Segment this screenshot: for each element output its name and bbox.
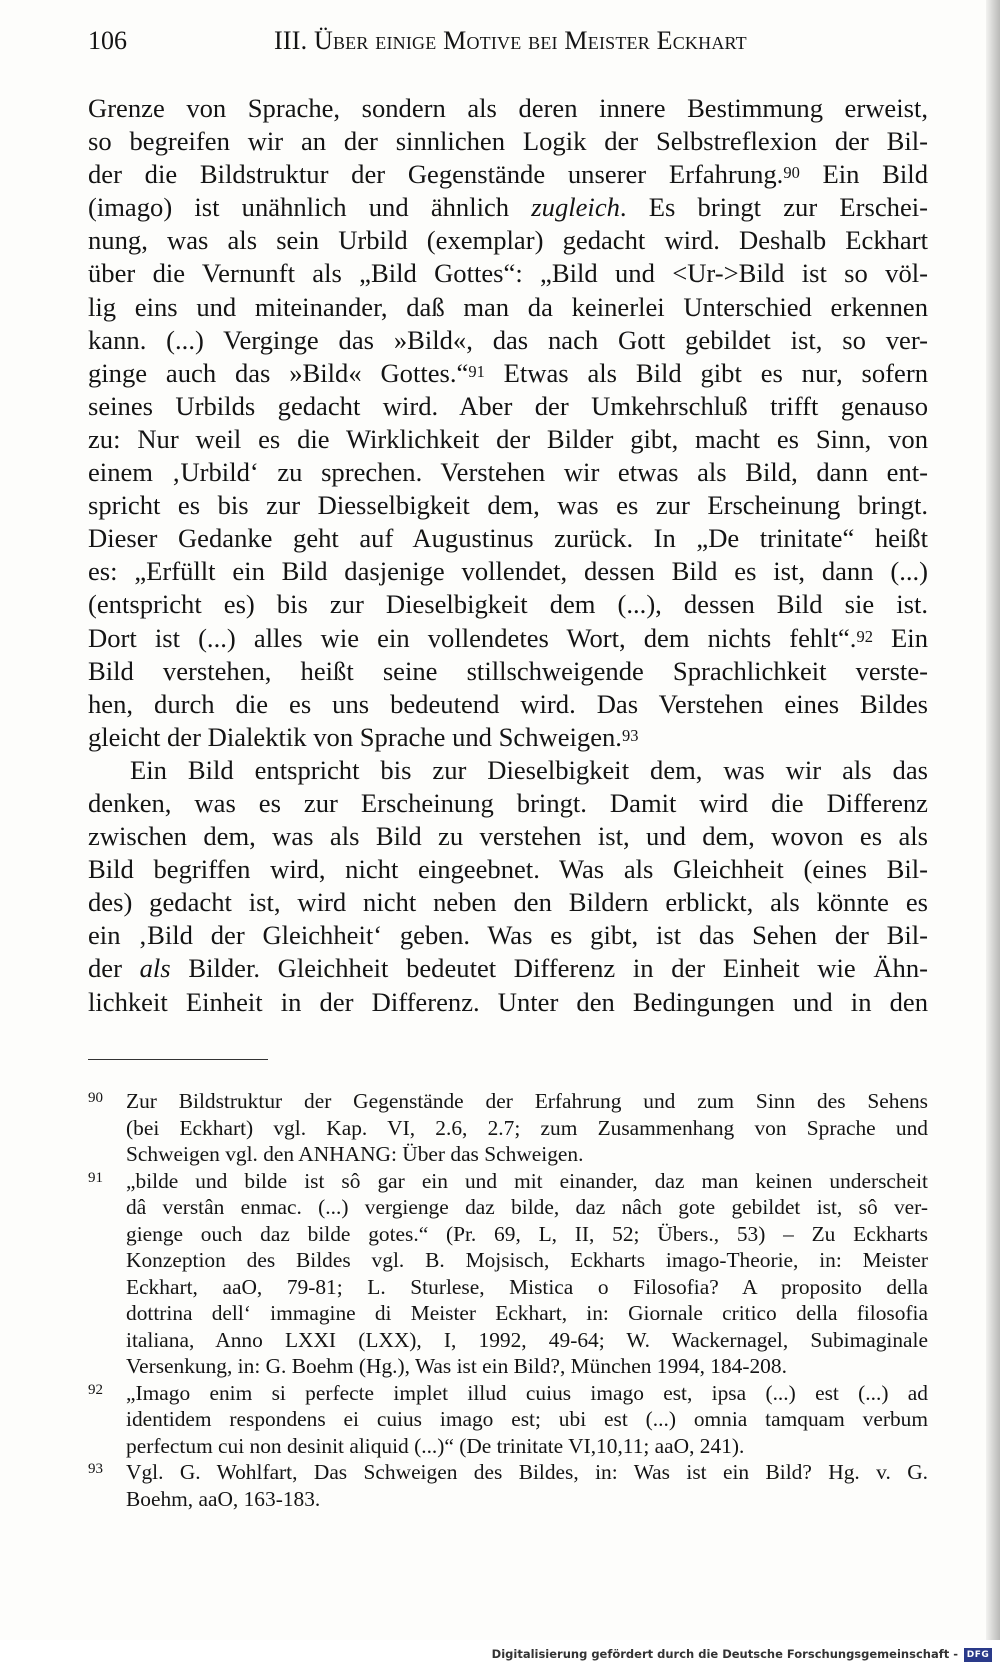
text-line xyxy=(88,655,928,688)
text-line xyxy=(88,324,928,357)
text-line xyxy=(88,489,928,522)
text-line xyxy=(88,456,928,489)
text-segment: ein ‚Bild der Gleichheit‘ geben. Was es gibt, ist das Sehen der Bil- xyxy=(88,920,928,951)
text-line xyxy=(88,257,928,290)
text-segment: Dort ist (...) alles wie ein vollendetes Wort, dem nichts fehlt“. xyxy=(88,622,857,653)
text-segment: des) gedacht ist, wird nicht neben den Bildern erblickt, als könnte es xyxy=(88,887,928,918)
text-segment: ginge auch das »Bild« Gottes.“ xyxy=(88,357,469,388)
footnote xyxy=(88,1459,928,1512)
footnote-number: 93 xyxy=(88,1461,103,1477)
footnote-number: 91 xyxy=(88,1169,103,1186)
footnote-line: Zur Bildstruktur der Gegenstände der Erfahrung und zum Sinn des Sehens xyxy=(126,1089,928,1113)
text-line xyxy=(88,125,928,158)
text-segment: (imago) ist unähnlich und ähnlich xyxy=(88,192,532,223)
footnote xyxy=(88,1168,928,1380)
footnote-line: gienge ouch daz bilde gotes.“ (Pr. 69, L, II, 52; Übers., 53) – Zu Eckharts xyxy=(126,1221,928,1246)
text-segment: Grenze von Sprache, sondern als deren innere Bestimmung erweist, xyxy=(88,93,928,123)
text-line xyxy=(88,588,928,621)
main-text xyxy=(88,92,928,1019)
footnote-line: Versenkung, in: G. Boehm (Hg.), Was ist ein Bild?, München 1994, 184-208. xyxy=(126,1354,787,1378)
footnote-ref: 91 xyxy=(468,361,485,381)
footnote-line: Schweigen vgl. den ANHANG: Über das Schweigen. xyxy=(126,1142,584,1166)
text-line xyxy=(88,522,928,555)
text-segment: Bild begriffen wird, nicht eingeebnet. Was als Gleichheit (eines Bil- xyxy=(88,854,928,885)
text-line xyxy=(88,390,928,423)
text-segment: kann. (...) Verginge das »Bild«, das nach Gott gebildet ist, so ver- xyxy=(88,324,928,355)
text-line xyxy=(88,986,928,1019)
footnote xyxy=(88,1088,928,1168)
text-segment: Dieser Gedanke geht auf Augustinus zurück. In „De trinitate“ heißt xyxy=(88,523,928,554)
footer-bar xyxy=(0,1640,1000,1670)
text-segment: Ein Bild xyxy=(799,159,928,190)
emphasis: als xyxy=(139,953,171,984)
footnote-line: italiana, Anno LXXI (LXX), I, 1992, 49-64; W. Wackernagel, Subimaginale xyxy=(126,1327,928,1352)
text-segment: Bilder. Gleichheit bedeutet Differenz in der Einheit wie Ähn- xyxy=(170,953,928,984)
text-segment: es: „Erfüllt ein Bild dasjenige vollendet, dessen Bild es ist, dann (...) xyxy=(88,556,928,587)
text-segment: hen, durch die es uns bedeutend wird. Das Verstehen eines Bildes xyxy=(88,688,928,719)
text-segment: Ein Bild entspricht bis zur Dieselbigkeit dem, was wir als das xyxy=(130,754,928,785)
footnote-line: „Imago enim si perfecte implet illud cuius imago est, ipsa (...) est (...) ad xyxy=(126,1380,928,1405)
running-head: III. Über einige Motive bei Meister Eckhart xyxy=(274,26,747,55)
footnotes xyxy=(88,1088,928,1512)
text-line xyxy=(88,853,928,886)
text-line xyxy=(88,886,928,919)
text-segment: zwischen dem, was als Bild zu verstehen ist, und dem, wovon es als xyxy=(88,821,928,852)
text-segment: nung, was als sein Urbild (exemplar) gedacht wird. Deshalb Eckhart xyxy=(88,225,928,256)
text-segment: Ein xyxy=(872,622,928,653)
text-segment: seines Urbilds gedacht wird. Aber der Umkehrschluß trifft genauso xyxy=(88,390,928,421)
text-line xyxy=(88,191,928,224)
text-segment: einem ‚Urbild‘ zu sprechen. Verstehen wir etwas als Bild, dann ent- xyxy=(88,457,928,488)
text-segment: lig eins und miteinander, daß man da keinerlei Unterschied erkennen xyxy=(88,291,928,322)
text-line xyxy=(88,555,928,588)
text-segment: über die Vernunft als „Bild Gottes“: „Bild und <Ur->Bild ist so völ- xyxy=(88,258,928,289)
text-segment: gleicht der Dialektik von Sprache und Schweigen. xyxy=(88,721,622,752)
text-line xyxy=(88,291,928,324)
footnote-line: Vgl. G. Wohlfart, Das Schweigen des Bildes, in: Was ist ein Bild? Hg. v. G. xyxy=(126,1460,928,1484)
text-line xyxy=(88,224,928,257)
digitization-credit: Digitalisierung gefördert durch die Deutsche Forschungsgemeinschaft - xyxy=(491,1647,958,1661)
footnote-line: perfectum cui non desinit aliquid (...)“ (De trinitate VI,10,11; aaO, 241). xyxy=(126,1433,745,1458)
footnote-separator xyxy=(88,1059,268,1060)
footnote-line: dâ verstân enmac. (...) vergienge daz bilde, daz nâch gote gebildet ist, sô ver- xyxy=(126,1195,928,1219)
text-line xyxy=(88,820,928,853)
footnote-line: Boehm, aaO, 163-183. xyxy=(126,1486,321,1511)
text-segment: . Es bringt zur Erschei- xyxy=(619,192,928,223)
footnote xyxy=(88,1380,928,1460)
text-line xyxy=(88,754,928,787)
text-line xyxy=(88,357,928,390)
text-segment: der die Bildstruktur der Gegenstände unserer Erfahrung. xyxy=(88,159,784,190)
text-line xyxy=(88,919,928,952)
text-segment: denken, was es zur Erscheinung bringt. Damit wird die Differenz xyxy=(88,787,928,818)
text-line xyxy=(88,952,928,985)
footnote-number: 92 xyxy=(88,1381,103,1398)
footnote-number: 90 xyxy=(88,1090,103,1106)
footnote-line: „bilde und bilde ist sô gar ein und mit einander, daz man keinen underscheit xyxy=(126,1168,928,1193)
text-segment: (entspricht es) bis zur Dieselbigkeit dem (...), dessen Bild sie ist. xyxy=(88,589,928,620)
text-line xyxy=(88,787,928,820)
text-segment: so begreifen wir an der sinnlichen Logik der Selbstreflexion der Bil- xyxy=(88,126,928,157)
footnote-ref: 92 xyxy=(856,626,873,646)
text-segment: der xyxy=(88,953,140,984)
page-number: 106 xyxy=(88,26,127,55)
footnote-line: Konzeption des Bildes vgl. B. Mojsisch, Eckharts imago-Theorie, in: Meister xyxy=(126,1248,928,1272)
footnote-ref: 93 xyxy=(621,725,639,745)
text-line xyxy=(88,158,928,191)
text-segment: Bild verstehen, heißt seine stillschweigende Sprachlichkeit verste- xyxy=(88,655,928,686)
text-line xyxy=(88,721,928,754)
dfg-logo-icon: DFG xyxy=(964,1648,992,1662)
text-segment: spricht es bis zur Diesselbigkeit dem, was es zur Erscheinung bringt. xyxy=(88,490,928,521)
text-segment: zu: Nur weil es die Wirklichkeit der Bilder gibt, macht es Sinn, von xyxy=(88,423,928,454)
text-line xyxy=(88,688,928,721)
page-edge-shadow xyxy=(986,0,1000,1640)
text-segment: Etwas als Bild gibt es nur, sofern xyxy=(484,357,928,388)
page-header xyxy=(88,26,928,60)
footnote-line: Eckhart, aaO, 79-81; L. Sturlese, Mistica o Filosofia? A proposito della xyxy=(126,1274,928,1299)
footnote-line: (bei Eckhart) vgl. Kap. VI, 2.6, 2.7; zum Zusammenhang von Sprache und xyxy=(126,1115,928,1140)
text-line xyxy=(88,423,928,456)
footnote-line: identidem respondens ei cuius imago est; ubi est (...) omnia tamquam verbum xyxy=(126,1407,928,1431)
footnote-line: dottrina dell‘ immagine di Meister Eckhart, in: Giornale critico della filosofia xyxy=(126,1301,928,1325)
text-segment: lichkeit Einheit in der Differenz. Unter den Bedingungen und in den xyxy=(88,986,928,1017)
text-line xyxy=(88,92,928,125)
footnote-ref: 90 xyxy=(783,163,800,183)
text-line xyxy=(88,622,928,655)
emphasis: zugleich xyxy=(531,192,620,223)
